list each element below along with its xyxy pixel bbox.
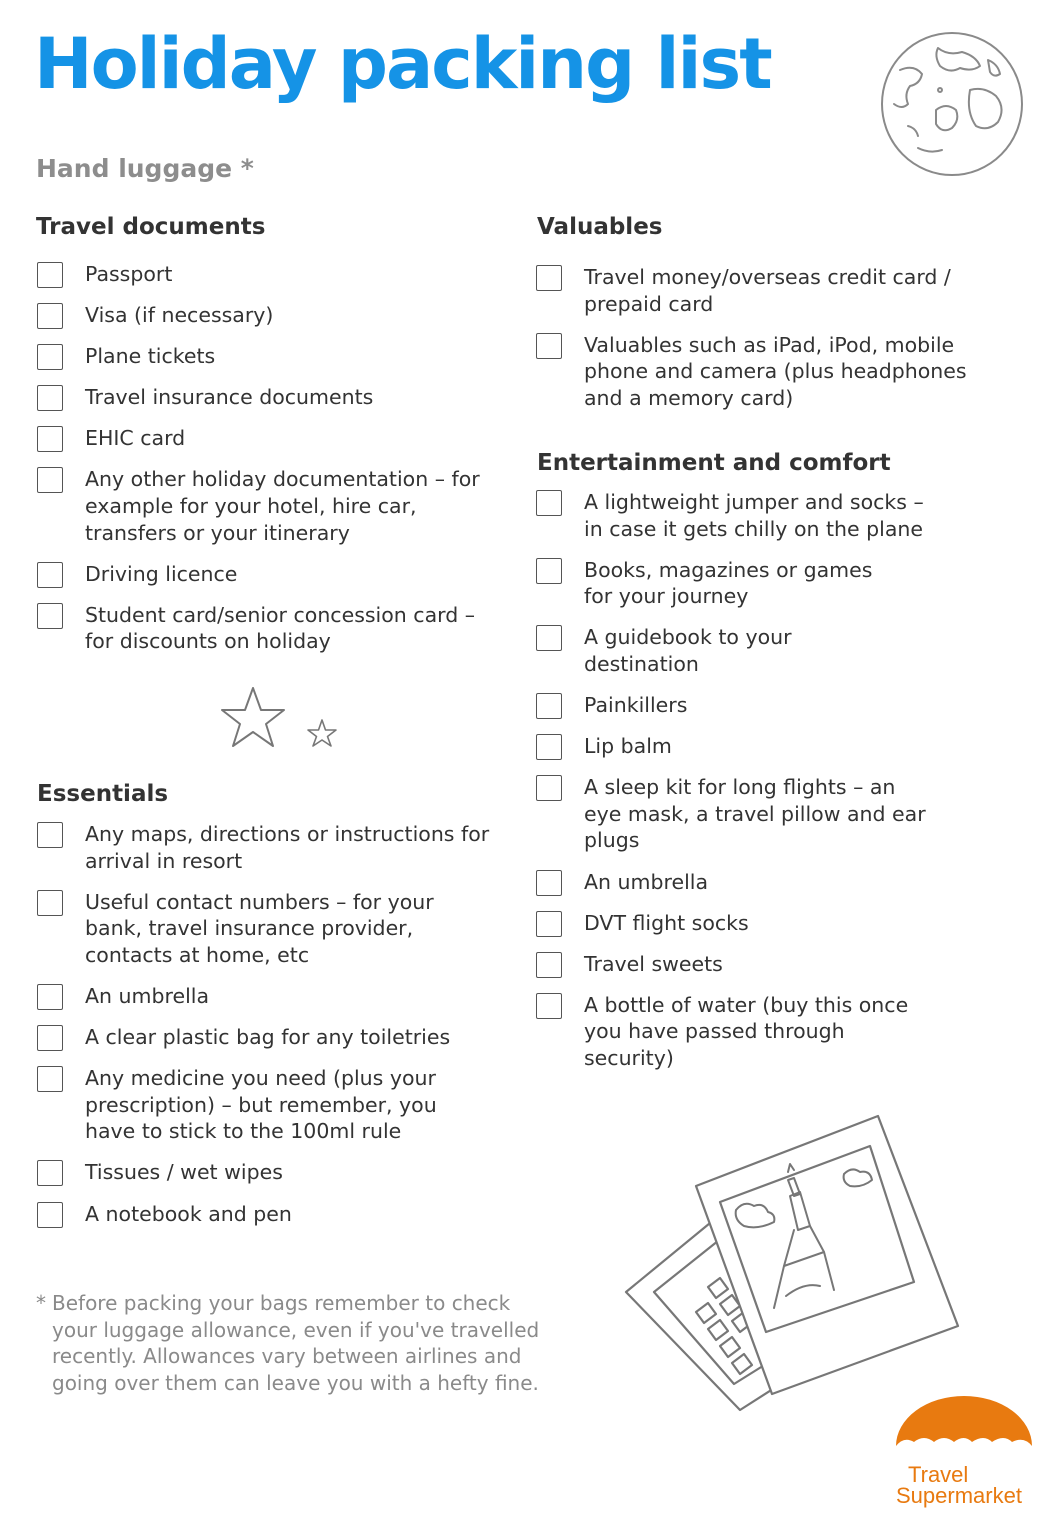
checkbox[interactable] xyxy=(37,385,63,411)
checklist-item xyxy=(37,343,487,370)
item-label: Books, magazines or games for your journey xyxy=(584,557,873,609)
checkbox[interactable] xyxy=(536,870,562,896)
item-label: A bottle of water (buy this once you have passed through security) xyxy=(584,992,909,1070)
footnote xyxy=(36,1290,556,1396)
checkbox[interactable] xyxy=(37,1025,63,1051)
checklist-item xyxy=(37,384,487,411)
travel-documents-list xyxy=(37,261,487,655)
star-icon xyxy=(306,718,338,748)
checkbox[interactable] xyxy=(37,890,63,916)
checkbox[interactable] xyxy=(37,303,63,329)
checkbox[interactable] xyxy=(37,603,63,629)
checkbox[interactable] xyxy=(37,426,63,452)
sun-umbrella-logo-icon xyxy=(892,1394,1036,1462)
checklist-item xyxy=(536,951,1006,978)
checklist-item xyxy=(536,264,984,317)
checklist-item xyxy=(37,466,490,546)
checklist-item xyxy=(37,1201,497,1228)
essentials-list xyxy=(37,821,497,1227)
item-label: Any maps, directions or instructions for arrival in resort xyxy=(85,822,490,873)
checkbox[interactable] xyxy=(536,911,562,937)
page-title: Holiday packing list xyxy=(34,23,771,105)
checkbox[interactable] xyxy=(37,467,63,493)
item-label: Any medicine you need (plus your prescription) – but remember, you have to stick to the 100ml rule xyxy=(85,1066,437,1144)
checklist-item xyxy=(37,425,487,452)
entertainment-list xyxy=(536,489,1006,1072)
item-label: Lip balm xyxy=(584,734,672,759)
checkbox[interactable] xyxy=(536,490,562,516)
checklist-item xyxy=(37,1065,485,1145)
checkbox[interactable] xyxy=(37,822,63,848)
checkbox[interactable] xyxy=(536,558,562,584)
checkbox[interactable] xyxy=(37,344,63,370)
section-title-essentials: Essentials xyxy=(37,781,169,807)
item-label: A notebook and pen xyxy=(85,1201,292,1226)
page-subtitle: Hand luggage * xyxy=(36,154,254,183)
checklist-item xyxy=(536,692,1006,719)
checkbox[interactable] xyxy=(37,262,63,288)
checklist-item xyxy=(37,1159,497,1186)
polaroid-photos-icon xyxy=(620,1112,965,1412)
item-label: DVT flight socks xyxy=(584,910,749,935)
checklist-item xyxy=(37,261,487,288)
checklist-item xyxy=(536,992,939,1072)
checklist-item xyxy=(536,774,939,854)
checklist-item xyxy=(536,489,929,542)
item-label: An umbrella xyxy=(584,869,709,894)
checkbox[interactable] xyxy=(536,333,562,359)
checklist-item xyxy=(536,332,994,412)
checkbox[interactable] xyxy=(536,775,562,801)
footnote-text: Before packing your bags remember to check your luggage allowance, even if you've travelled recently. Allowances vary between airlines and going over them can leave you with a hefty fine. xyxy=(52,1291,540,1395)
checkbox[interactable] xyxy=(37,1066,63,1092)
valuables-list xyxy=(536,264,1006,411)
item-label: Plane tickets xyxy=(85,344,216,369)
checkbox[interactable] xyxy=(536,265,562,291)
item-label: Tissues / wet wipes xyxy=(85,1160,283,1185)
brand-line-supermarket: Supermarket xyxy=(896,1483,1022,1508)
checkbox[interactable] xyxy=(536,734,562,760)
item-label: Passport xyxy=(85,262,173,286)
item-label: Student card/senior concession card – for discounts on holiday xyxy=(85,602,475,654)
item-label: Useful contact numbers – for your bank, travel insurance provider, contacts at home, etc xyxy=(85,889,434,967)
checklist-item xyxy=(37,561,487,588)
item-label: Valuables such as iPad, iPod, mobile phone and camera (plus headphones and a memory card) xyxy=(584,332,967,410)
checklist-item xyxy=(37,602,485,655)
checklist-item xyxy=(536,869,1006,896)
item-label: A sleep kit for long flights – an eye mask, a travel pillow and ear plugs xyxy=(584,775,926,853)
item-label: An umbrella xyxy=(85,983,210,1008)
checkbox[interactable] xyxy=(536,693,562,719)
item-label: Driving licence xyxy=(85,561,238,586)
checkbox[interactable] xyxy=(37,562,63,588)
section-title-valuables: Valuables xyxy=(537,214,663,240)
item-label: A clear plastic bag for any toiletries xyxy=(85,1025,451,1050)
star-icon xyxy=(218,684,288,750)
checklist-item xyxy=(536,910,1006,937)
item-label: Visa (if necessary) xyxy=(85,303,274,328)
checklist-item xyxy=(37,821,497,874)
item-label: Travel money/overseas credit card / prepaid card xyxy=(584,265,951,316)
item-label: Travel insurance documents xyxy=(85,385,374,410)
checklist-item xyxy=(37,302,487,329)
brand-logo xyxy=(896,1464,1022,1506)
checklist-item xyxy=(37,983,497,1010)
checkbox[interactable] xyxy=(37,1202,63,1228)
item-label: EHIC card xyxy=(85,426,186,451)
checklist-item xyxy=(37,889,475,969)
checklist-item xyxy=(536,733,1006,760)
item-label: A lightweight jumper and socks – in case it gets chilly on the plane xyxy=(584,490,924,541)
item-label: Painkillers xyxy=(584,693,688,718)
checklist-item xyxy=(536,624,874,677)
checkbox[interactable] xyxy=(536,993,562,1019)
checklist-item xyxy=(536,557,904,610)
item-label: Any other holiday documentation – for example for your hotel, hire car, transfers or your itinerary xyxy=(85,467,480,545)
brand-line-travel: Travel xyxy=(908,1462,969,1487)
globe-icon xyxy=(878,30,1028,180)
checkbox[interactable] xyxy=(536,625,562,651)
item-label: Travel sweets xyxy=(584,951,723,976)
item-label: A guidebook to your destination xyxy=(584,625,792,676)
section-title-entertainment: Entertainment and comfort xyxy=(537,450,891,476)
checkbox[interactable] xyxy=(37,1160,63,1186)
footnote-marker: * xyxy=(36,1291,46,1315)
section-title-travel-documents: Travel documents xyxy=(36,214,266,240)
checkbox[interactable] xyxy=(37,984,63,1010)
checkbox[interactable] xyxy=(536,952,562,978)
checklist-item xyxy=(37,1024,497,1051)
